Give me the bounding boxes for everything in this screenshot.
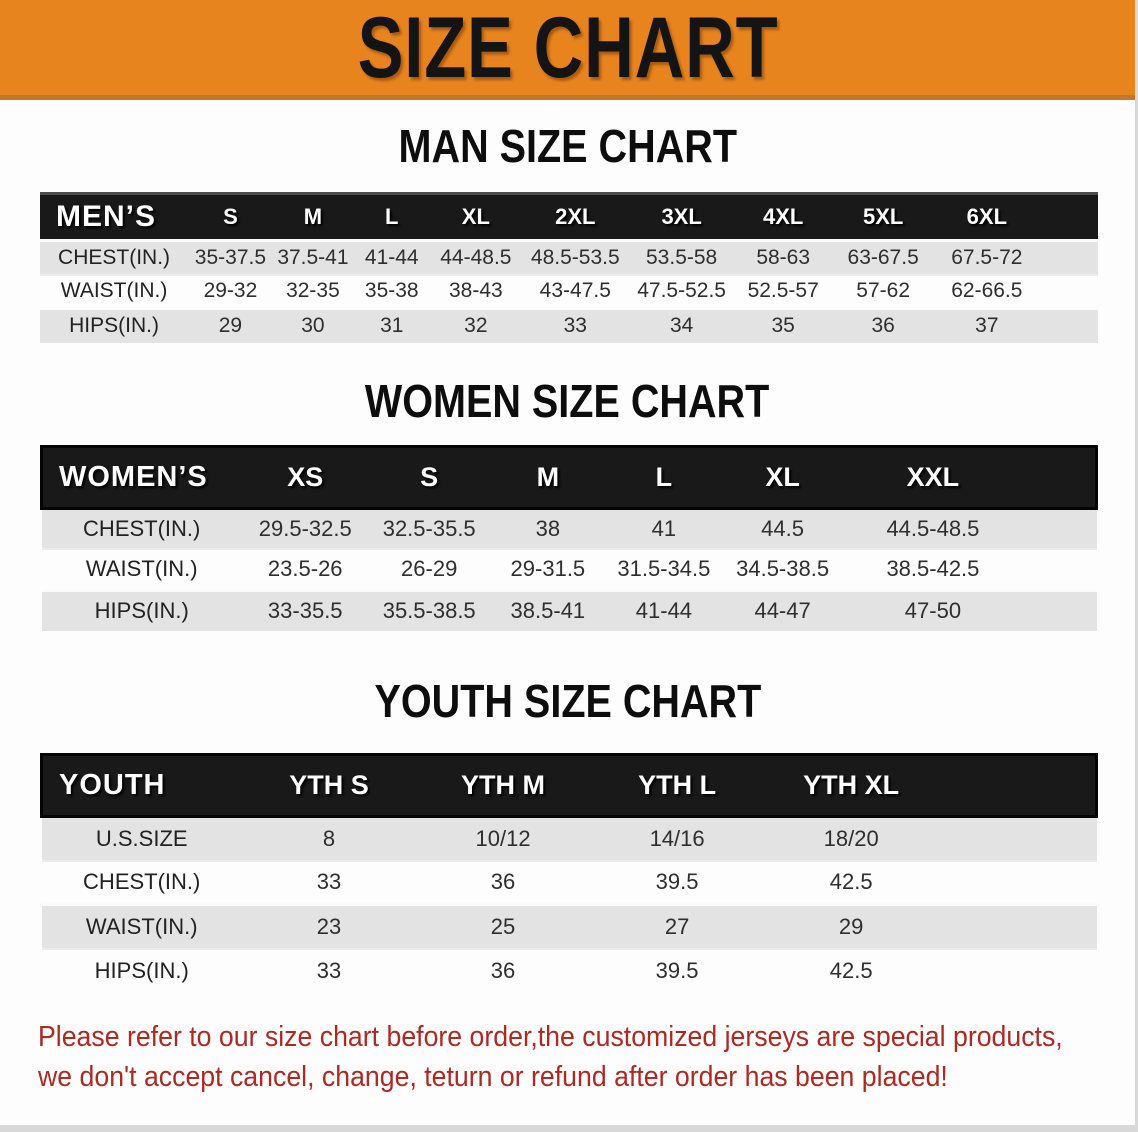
womens-col-s: S bbox=[369, 446, 490, 508]
size-cell: 14/16 bbox=[590, 817, 764, 861]
size-cell-spacer bbox=[1040, 241, 1098, 275]
womens-col-xl: XL bbox=[722, 446, 843, 508]
size-cell: 34.5-38.5 bbox=[722, 549, 843, 590]
size-cell: 62-66.5 bbox=[934, 275, 1040, 309]
size-cell: 29.5-32.5 bbox=[242, 508, 369, 549]
size-cell: 67.5-72 bbox=[934, 241, 1040, 275]
size-cell: 36 bbox=[416, 949, 590, 993]
youth-col-spacer bbox=[938, 755, 1096, 817]
size-cell-spacer bbox=[938, 905, 1096, 949]
size-cell: 58-63 bbox=[734, 241, 832, 275]
mens-size-table bbox=[40, 192, 1098, 343]
youth-hips-row bbox=[42, 949, 1097, 993]
order-notice-line-2-text: we don't accept cancel, change, teturn or refund after order has been placed! bbox=[38, 1060, 948, 1093]
mens-header-row bbox=[40, 194, 1098, 241]
women-section-heading bbox=[0, 375, 1135, 427]
size-cell: 39.5 bbox=[590, 861, 764, 905]
size-cell: 32-35 bbox=[273, 275, 353, 309]
women-section bbox=[0, 375, 1135, 632]
womens-waist-row bbox=[42, 549, 1097, 590]
size-cell-spacer bbox=[938, 861, 1096, 905]
size-cell: 37 bbox=[934, 309, 1040, 343]
size-cell: 37.5-41 bbox=[273, 241, 353, 275]
row-label: U.S.SIZE bbox=[42, 817, 242, 861]
youth-col-s: YTH S bbox=[242, 755, 416, 817]
page-title bbox=[305, 0, 831, 96]
size-cell-spacer bbox=[938, 949, 1096, 993]
mens-col-s: S bbox=[188, 194, 273, 241]
size-cell: 35-37.5 bbox=[188, 241, 273, 275]
size-cell: 23 bbox=[242, 905, 416, 949]
youth-col-m: YTH M bbox=[416, 755, 590, 817]
size-cell: 23.5-26 bbox=[242, 549, 369, 590]
mens-col-3xl: 3XL bbox=[629, 194, 734, 241]
size-cell-spacer bbox=[1040, 275, 1098, 309]
women-section-heading-text: WOMEN SIZE CHART bbox=[365, 374, 770, 427]
womens-col-m: M bbox=[490, 446, 606, 508]
womens-chest-row bbox=[42, 508, 1097, 549]
size-cell: 39.5 bbox=[590, 949, 764, 993]
row-label: CHEST(IN.) bbox=[42, 861, 242, 905]
size-cell: 33 bbox=[242, 949, 416, 993]
size-cell-spacer bbox=[1040, 309, 1098, 343]
youth-size-table bbox=[40, 753, 1098, 993]
youth-waist-row bbox=[42, 905, 1097, 949]
size-cell: 38.5-41 bbox=[490, 590, 606, 631]
size-cell: 63-67.5 bbox=[832, 241, 934, 275]
order-notice bbox=[38, 1017, 1135, 1097]
mens-hips-row bbox=[40, 309, 1098, 343]
mens-col-4xl: 4XL bbox=[734, 194, 832, 241]
size-cell: 36 bbox=[832, 309, 934, 343]
size-cell: 43-47.5 bbox=[521, 275, 629, 309]
size-cell: 44.5-48.5 bbox=[843, 508, 1022, 549]
womens-header-row bbox=[42, 446, 1097, 508]
order-notice-line-1 bbox=[38, 1017, 1135, 1057]
mens-col-m: M bbox=[273, 194, 353, 241]
size-cell: 32 bbox=[430, 309, 521, 343]
size-cell: 29 bbox=[764, 905, 938, 949]
row-label: CHEST(IN.) bbox=[40, 241, 188, 275]
size-cell: 41-44 bbox=[353, 241, 430, 275]
size-cell: 44.5 bbox=[722, 508, 843, 549]
size-cell: 44-47 bbox=[722, 590, 843, 631]
youth-section-heading-text: YOUTH SIZE CHART bbox=[374, 675, 761, 727]
row-label: HIPS(IN.) bbox=[42, 949, 242, 993]
youth-chest-row bbox=[42, 861, 1097, 905]
size-cell: 35 bbox=[734, 309, 832, 343]
row-label: WAIST(IN.) bbox=[42, 549, 242, 590]
youth-col-xl: YTH XL bbox=[764, 755, 938, 817]
size-cell: 29 bbox=[188, 309, 273, 343]
womens-hips-row bbox=[42, 590, 1097, 631]
men-section bbox=[0, 120, 1135, 343]
size-cell: 34 bbox=[629, 309, 734, 343]
men-section-heading-text: MAN SIZE CHART bbox=[398, 120, 737, 172]
size-cell: 8 bbox=[242, 817, 416, 861]
womens-size-table bbox=[40, 445, 1098, 632]
mens-col-6xl: 6XL bbox=[934, 194, 1040, 241]
mens-col-5xl: 5XL bbox=[832, 194, 934, 241]
womens-corner-label: WOMEN’S bbox=[42, 446, 242, 508]
size-cell: 33 bbox=[242, 861, 416, 905]
size-cell: 41 bbox=[606, 508, 722, 549]
youth-header-row bbox=[42, 755, 1097, 817]
womens-col-xs: XS bbox=[242, 446, 369, 508]
womens-col-l: L bbox=[606, 446, 722, 508]
mens-col-2xl: 2XL bbox=[521, 194, 629, 241]
bottom-edge-line bbox=[0, 1125, 1135, 1132]
size-cell: 31 bbox=[353, 309, 430, 343]
row-label: WAIST(IN.) bbox=[42, 905, 242, 949]
youth-col-l: YTH L bbox=[590, 755, 764, 817]
size-cell: 33-35.5 bbox=[242, 590, 369, 631]
mens-col-xl: XL bbox=[430, 194, 521, 241]
size-cell: 35.5-38.5 bbox=[369, 590, 490, 631]
size-cell: 38 bbox=[490, 508, 606, 549]
men-section-heading bbox=[0, 120, 1135, 172]
size-cell: 52.5-57 bbox=[734, 275, 832, 309]
mens-corner-label: MEN’S bbox=[40, 194, 188, 241]
size-cell: 42.5 bbox=[764, 949, 938, 993]
mens-waist-row bbox=[40, 275, 1098, 309]
womens-col-spacer bbox=[1023, 446, 1097, 508]
size-cell: 27 bbox=[590, 905, 764, 949]
row-label: HIPS(IN.) bbox=[42, 590, 242, 631]
banner bbox=[0, 0, 1135, 100]
order-notice-line-1-text: Please refer to our size chart before order,the customized jerseys are special products, bbox=[38, 1020, 1063, 1053]
size-cell: 47-50 bbox=[843, 590, 1022, 631]
size-cell: 33 bbox=[521, 309, 629, 343]
row-label: CHEST(IN.) bbox=[42, 508, 242, 549]
youth-ussize-row bbox=[42, 817, 1097, 861]
mens-col-spacer bbox=[1040, 194, 1098, 241]
row-label: WAIST(IN.) bbox=[40, 275, 188, 309]
mens-col-l: L bbox=[353, 194, 430, 241]
size-cell: 44-48.5 bbox=[430, 241, 521, 275]
youth-section-heading bbox=[0, 675, 1135, 727]
size-cell: 29-32 bbox=[188, 275, 273, 309]
youth-section bbox=[0, 675, 1135, 993]
size-cell: 30 bbox=[273, 309, 353, 343]
size-cell: 57-62 bbox=[832, 275, 934, 309]
womens-col-xxl: XXL bbox=[843, 446, 1022, 508]
size-cell-spacer bbox=[1023, 508, 1097, 549]
size-cell: 38.5-42.5 bbox=[843, 549, 1022, 590]
size-cell: 25 bbox=[416, 905, 590, 949]
size-cell: 35-38 bbox=[353, 275, 430, 309]
size-cell: 18/20 bbox=[764, 817, 938, 861]
size-cell: 32.5-35.5 bbox=[369, 508, 490, 549]
order-notice-line-2 bbox=[38, 1057, 1135, 1097]
size-cell: 29-31.5 bbox=[490, 549, 606, 590]
size-cell-spacer bbox=[1023, 590, 1097, 631]
mens-chest-row bbox=[40, 241, 1098, 275]
size-cell-spacer bbox=[1023, 549, 1097, 590]
size-cell: 10/12 bbox=[416, 817, 590, 861]
size-cell: 41-44 bbox=[606, 590, 722, 631]
size-cell: 26-29 bbox=[369, 549, 490, 590]
size-cell-spacer bbox=[938, 817, 1096, 861]
size-cell: 36 bbox=[416, 861, 590, 905]
youth-corner-label: YOUTH bbox=[42, 755, 242, 817]
page-title-text: SIZE CHART bbox=[357, 0, 778, 96]
size-cell: 53.5-58 bbox=[629, 241, 734, 275]
row-label: HIPS(IN.) bbox=[40, 309, 188, 343]
size-cell: 31.5-34.5 bbox=[606, 549, 722, 590]
size-cell: 42.5 bbox=[764, 861, 938, 905]
size-cell: 38-43 bbox=[430, 275, 521, 309]
size-cell: 48.5-53.5 bbox=[521, 241, 629, 275]
size-cell: 47.5-52.5 bbox=[629, 275, 734, 309]
